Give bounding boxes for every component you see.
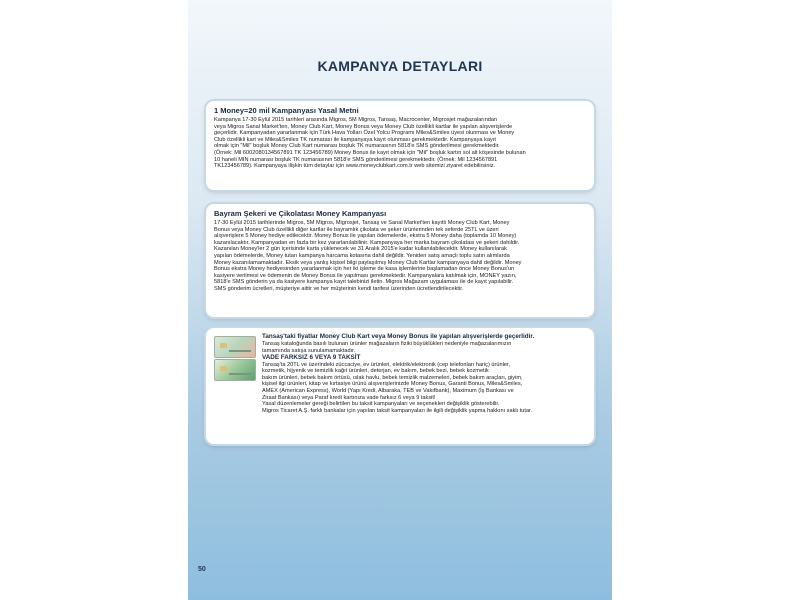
bayram-campaign-box <box>206 204 594 317</box>
mil-campaign-title: 1 Money=20 mil Kampanyası Yasal Metni <box>214 106 359 115</box>
card-chip-icon <box>220 343 227 348</box>
tansas-title: Tansaş'taki fiyatlar Money Club Kart veya Money Bonus ile yapılan alışverişlerde geçerlidir. <box>262 333 535 340</box>
page-title: KAMPANYA DETAYLARI <box>317 58 483 74</box>
card-chip-icon <box>220 366 227 371</box>
page-number: 50 <box>198 566 206 573</box>
mil-campaign-box <box>206 101 594 190</box>
money-bonus-card-image <box>214 359 256 381</box>
bayram-campaign-title: Bayram Şekeri ve Çikolatası Money Kampanyası <box>214 209 387 218</box>
tansas-box <box>206 328 594 444</box>
catalog-page <box>188 0 612 600</box>
tansas-content <box>262 333 588 414</box>
installment-text: Tansaş'ta 20TL ve üzerindeki züccaciye, ev ürünleri, elektrik/elektronik (cep telefonları hariç) ürünler, kozmetik, hijyenik ve temizlik kağıt ürünleri, deterjan, ev bakım, bebek bezi, bebek kozmetik bakım ürünleri, bebek bakım örtüsü, ıslak havlu, bebek temizlik malzemeleri, bebek bakım araçları, giyim, kişisel ilgi ürünleri, kitap ve kırtasiye ürünü alışverişlerinizde Money Bonus, Garanti Bonus, Miles&Smiles, AMEX (American Express), World (Yapı Kredi, Albaraka, TEB ve Vakıfbank), Maximum (İş Bankası ve Ziraat Bankası) veya Paraf kredi kartınıza vade farksız 6 veya 9 taksit! Yasal düzenlemeler gereği belirtilen bu taksit kampanyaları ve seçenekleri değişiklik gösterebilir. Migros Ticaret A.Ş. farklı bankalar için yapılan taksit kampanyaları ile ilgili değişiklik yapma hakkını saklı tutar. <box>262 361 533 414</box>
mil-campaign-text: Kampanya 17-30 Eylül 2015 tarihleri arasında Migros, 5M Migros, Tansaş, Macrocenter, Migrosjet mağazalarından veya Migros Sanal Market'ten, Money Club Kart, Money Bonus veya Money Club özellikli kartlar ile yapılan alışverişlerde geçerlidir. Kampanyadan yararlanmak için Türk Hava Yolları Özel Yolcu Programı Miles&Smiles üyesi olunması ve Money Club özellikli kart ve Miles&Smiles TK numarası ile kampanyaya kayıt olunması gerekmektedir. Kampanyaya kayıt olmak için "Mil" boşluk Money Club Kart numarası boşluk TK numarasının 5818'e SMS gönderilmesi gerekmektedir. (Örnek: Mil 6002080134567891 TK 123456789) Money Bonus ile kayıt olmak için "Mil" boşluk kartın sol alt köşesinde bulunan 10 haneli MIN numarası boşluk TK numarasının 5818'e SMS gönderilmesi gerekmektedir. (Örnek: Mil 1234567891 TK123456789). Kampanyaya ilişkin tüm detaylar için www.moneyclubkart.com.tr web sitemizi ziyaret edebilirsiniz. <box>214 117 526 170</box>
bayram-campaign-text: 17-30 Eylül 2015 tarihlerinde Migros, 5M Migros, Migrosjet, Tansaş ve Sanal Market'ten kayıtlı Money Club Kart, Money Bonus veya Money Club özellikli diğer kartlar ile bayramlık çikolata ve şeker ürünlerinden tek seferde 25TL ve üzeri alışverişlere 5 Money hediye edilecektir. Money Bonus ile yapılan ödemelerde, ekstra 5 Money daha (toplamda 10 Money) kazanılacaktır. Kampanyadan en fazla bir kez yararlanılabilinir. Kampanyaya her marka bayram çikolatası ve şekeri dahildir. Kazanılan Money'ler 2 gün içerisinde karta yüklenecek ve 31 Aralık 2015'e kadar kullanılabilecektir. Money kullanılarak yapılan ödemelerde, Money tutarı kampanya harcama kotasına dahil değildir. Yeniden satış amaçlı toplu satın alımlarda Money kazanılamamaktadır. Eksik veya yanlış kişisel bilgi paylaşılmış Money Club Kartlar kampanyaya dahil değildir. Money Bonus ekstra Money hediyesinden yararlanmak için her iki işleme de kasa işlemlerine başlamadan önce Money Bonus'un kasiyere verilmesi ve ödemenin de Money Bonus ile yapılması gerekmektedir. Kampanyalara katılmak için, MONEY yazın, 5818'e SMS gönderin ya da kasiyere kampanya kayıt talebinizi iletin. Migros Mağazam uygulaması ile de kayıt yapılabilir. SMS gönderim ücretleri, müşteriye aittir ve her müşterinin kendi tarifesi üzerinden ücretlendirilecektir. <box>214 220 522 292</box>
money-club-card-image <box>214 336 256 358</box>
installment-heading: VADE FARKSIZ 6 VEYA 9 TAKSİT <box>262 354 361 362</box>
tansas-intro: Tansaş kataloğunda basılı bulunan ürünler mağazaların fiziki büyüklükleri nedeniyle mağazalarımızın tamamında satışa sunulamamaktadır. <box>262 341 512 354</box>
